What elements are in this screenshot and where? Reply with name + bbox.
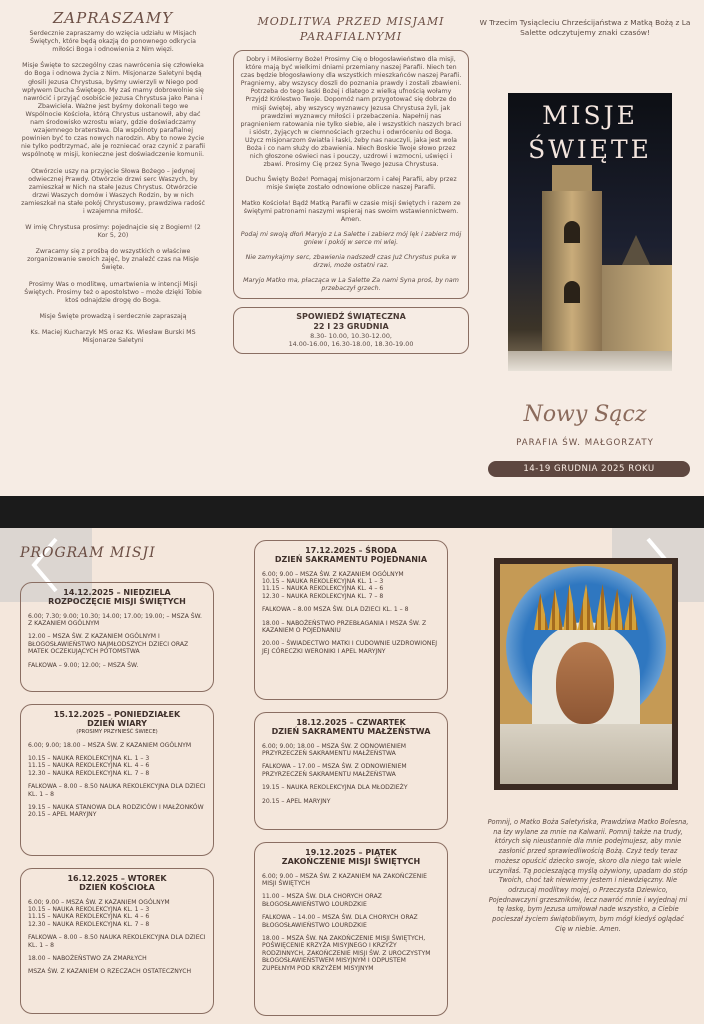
day-date: 19.12.2025 – PIĄTEK [305,848,397,857]
schedule-item: 19.15 – NAUKA REKOLEKCYJNA DLA MŁODZIEŻY [262,784,408,792]
schedule-item: 18.00 – NABOŻEŃSTWO PRZEBŁAGANIA I MSZA ŚW. Z KAZANIEM O POJEDNANIU [262,619,427,635]
confession-title: SPOWIEDŹ ŚWIĄTECZNA [296,312,406,322]
day-card [20,582,214,692]
day-date: 15.12.2025 – PONIEDZIAŁEK [53,710,181,719]
confession-hours: 8.30- 10.00, 10.30-12.00, [310,332,392,341]
prayer-paragraph: Matko Kościoła! Bądź Matką Parafii w czasie misji świętych i razem ze świętymi patronami naszymi wspieraj nas swoim wstawiennictwem. Amen. [241,199,461,223]
day-theme: ZAKOŃCZENIE MISJI ŚWIĘTYCH [281,857,421,867]
cover-tagline: W Trzecim Tysiącleciu Chrześcijaństwa z Matką Bożą z La Salette odczytujemy znaki czasów! [479,18,691,37]
robe [500,724,672,784]
invitation-paragraph: Misje Święte to szczególny czas nawrócenia się człowieka do Boga i odnowa życia z Nim. Misjonarze Saletyni będą głosili Jezusa Chrystusa, byśmy uwierzyli w Niego pod wpływem Ducha Świętego. My zaś mamy dobrowolnie się nawrócić i przyjąć osobiście Jezusa Chrystusa jako Pana i Zbawiciela. Ważne jest byśmy dokonali tego we Wspólnocie Kościoła, którą Chrystus ustanowił, aby dać nam środowisko wzrostu wiary, gdzie doświadczamy wzajemnego braterstwa. Dla wspólnoty parafialnej powinien być to czas nowych narodzin. Aby to nowe życie nie tylko podtrzymać, ale je rozniecać oraz czynić z parafii wspólnotę w misji, konieczne jest doświadczenie komunii. [21,62,205,159]
day-theme: DZIEŃ SAKRAMENTU MAŁŻEŃSTWA [271,727,431,737]
day-date: 18.12.2025 – CZWARTEK [296,718,406,727]
face [556,642,614,724]
day-theme: DZIEŃ WIARY [87,719,147,729]
invitation-paragraph: Prosimy Was o modlitwę, umartwienia w intencji Misji Świętych. Prosimy też o apostolstwo – może dzięki Tobie ktoś odnajdzie drogę do Boga. [24,280,202,304]
schedule-item: 6.00; 9.00 – MSZA ŚW. Z KAZANIEM OGÓLNYM [262,570,404,578]
day-theme: DZIEŃ SAKRAMENTU POJEDNANIA [274,555,428,565]
schedule-item: 12.30 – NAUKA REKOLEKCYJNA KL. 7 – 8 [28,769,150,777]
schedule-item: FALKOWA – 14.00 – MSZA ŚW. DLA CHORYCH ORAZ BŁOGOSŁAWIEŃSTWO LOURDZKIE [262,914,418,929]
schedule-item: 11.15 – NAUKA REKOLEKCYJNA KL. 4 – 6 [28,762,150,770]
schedule-item: 19.15 – NAUKA STANOWA DLA RODZICÓW I MAŁŻONKÓW [28,804,204,812]
schedule-item: 10.15 – NAUKA REKOLEKCYJNA KL. 1 – 3 [28,755,150,762]
schedule-item: 6.00; 9.00 – MSZA ŚW. Z KAZANIEM OGÓLNYM [28,898,170,906]
day-theme: DZIEŃ KOŚCIOŁA [79,883,155,893]
madonna-icon-image [494,558,678,790]
schedule-item: 6.00; 9.00; 18.00 – MSZA ŚW. Z KAZANIEM OGÓLNYM [28,741,192,749]
confession-box [233,307,469,353]
day-date: 17.12.2025 – ŚRODA [305,546,397,555]
schedule-item: FALKOWA – 9.00; 12.00; – MSZA ŚW. [28,661,139,669]
prayer-box [233,50,469,299]
snow-ground [508,351,672,371]
day-card [254,712,448,830]
schedule-item: 20.00 – ŚWIADECTWO MATKI I CUDOWNIE UZDROWIONEJ JEJ CÓRECZKI WERONIKI I APEL MARYJNY [262,640,438,655]
invitation-paragraph: Otwórzcie uszy na przyjęcie Słowa Bożego – jedynej odwiecznej Prawdy. Otwórzcie drzwi serc Waszych, by zamieszkał w Nich na stałe Jezus Chrystus. Otwórzcie drzwi Waszych domów i Waszych Rodzin, by w nich zamieszkał na stałe pokój Chrystusowy, prawdziwa radość i wzajemna miłość. [21,167,205,215]
prayer-column [233,14,469,354]
day-card [20,868,214,1014]
schedule-item: 11.00 – MSZA ŚW. DLA CHORYCH ORAZ BŁOGOSŁAWIEŃSTWO LOURDZKIE [262,893,382,908]
day-card [20,704,214,856]
song-verse: Maryjo Matko ma, płacząca w La Salette Za nami Syna proś, by nam przebaczył grzech. [243,277,459,293]
schedule-item: 20.15 – APEL MARYJNY [28,811,97,819]
schedule-item: 10.15 – NAUKA REKOLEKCYJNA KL. 1 – 3 [262,578,384,585]
day-date: 16.12.2025 – WTOREK [67,874,167,883]
schedule-item: 12.30 – NAUKA REKOLEKCYJNA KL. 7 – 8 [28,920,150,928]
schedule-item: 18.00 – NABOŻEŃSTWO ZA ZMARŁYCH [28,955,147,963]
prayer-paragraph: Dobry i Miłosierny Boże! Prosimy Cię o błogosławieństwo dla misji, które mają być wielkimi dniami przemiany naszej Parafii. Niech ten czas będzie błogosławiony dla wszystkich mieszkańców naszej Parafii. Pragniemy, aby wszyscy doszli do poznania prawdy i zostali zbawieni. Potrzeba do tego łaski Bożej i dlatego z wielką ufnością wołamy Przyjdź Królestwo Twoje. Dopomóż nam przygotować się dobrze do misji świętej, aby wszyscy wyznawcy Jezusa Chrystusa żyli, jak prawdziwi wyznawcy miłości i przebaczenia. Napełnij nas pragnieniem ratowania nie tylko siebie, ale i wszystkich naszych braci i sióstr, żyjących w ciemnościach grzechu i odwróceniu od Boga. Użycz misjonarzom światła i łaski, żeby nas nauczyli, jaka jest wola Boża i co nam służy do zbawienia. Niech Boskie Twoje słowo przez nich głoszone oświeci nas i pouczy, uzdrowi i wzmocni, uświęci i zbawi. Prosimy Cię przez Syna Twego Jezusa Chrystusa. [240,56,462,169]
invitation-paragraph: Serdecznie zapraszamy do wzięcia udziału w Misjach Świętych, które będą okazją do ponownego odkrycia miłości Boga i odnowienia z Nim więzi. [29,30,197,54]
day-card [254,842,448,1016]
church-tower [542,191,602,371]
prayer-paragraph: Duchu Święty Boże! Pomagaj misjonarzom i całej Parafii, aby przez misje święte zostało odnowione oblicze naszej Parafii. [245,176,457,192]
song-verse: Nie zamykajmy serc, zbawienia nadszedł czas Już Chrystus puka w drzwi, może ostatni raz. [245,253,457,270]
schedule-item: FALKOWA – 8.00 – 8.50 NAUKA REKOLEKCYJNA DLA DZIECI KL. 1 – 8 [28,934,206,949]
schedule-item: MSZA ŚW. Z KAZANIEM O RZECZACH OSTATECZNYCH [28,968,192,976]
cover-column [476,18,694,38]
schedule-item: 18.00 – MSZA ŚW. NA ZAKOŃCZENIE MISJI ŚWIĘTYCH, POŚWIĘCENIE KRZYŻA MISYJNEGO I KRZYŻY RODZINNYCH, ZAKOŃCZENIE MISJI ŚW. Z UROCZYSTYM BŁOGOSŁAWIEŃSTWEM MISYJNYM I ODPUSTEM ZUPEŁNYM POD KRZYŻEM MISYJNYM [262,935,431,972]
schedule-item: 11.15 – NAUKA REKOLEKCYJNA KL. 4 – 6 [28,913,150,921]
schedule-item: 12.00 – MSZA ŚW. Z KAZANIEM OGÓLNYM I BŁOGOSŁAWIEŃSTWO NAJMŁODSZYCH DZIECI ORAZ MATEK OCZEKUJĄCYCH POTOMSTWA [28,633,189,656]
schedule-item: 6.00; 9.00; 18.00 – MSZA ŚW. Z ODNOWIENIEM PRZYRZECZEŃ SAKRAMENTU MAŁŻEŃSTWA [262,742,407,757]
schedule-item: 6.00; 9.00 – MSZA ŚW. Z KAZANIEM NA ZAKOŃCZENIE MISJI ŚWIĘTYCH [262,872,427,887]
schedule-item: 10.15 – NAUKA REKOLEKCYJNA KL. 1 – 3 [28,906,150,913]
prayer-title: MODLITWA PRZED MISJAMI PARAFIALNYMI [257,15,445,43]
program-title: PROGRAM MISJI [20,545,156,561]
confession-dates: 22 I 23 GRUDNIA [313,322,389,332]
confession-hours: 14.00-16.00, 16.30-18.00, 18.30-19.00 [288,340,414,349]
day-note: (PROSIMY PRZYNIEŚĆ ŚWIECE) [76,728,158,735]
schedule-item: 20.15 – APEL MARYJNY [262,797,331,805]
day-card [254,540,448,700]
schedule-item: FALKOWA – 17.00 – MSZA ŚW. Z ODNOWIENIEM PRZYRZECZEŃ SAKRAMENTU MAŁŻEŃSTWA [262,763,407,778]
separator-band [0,496,704,528]
schedule-item: 6.00; 7.30; 9.00; 10.30; 14.00; 17.00; 19.00; – MSZA ŚW. Z KAZANIEM OGÓLNYM [28,612,202,627]
invitation-paragraph: W imię Chrystusa prosimy: pojednajcie się z Bogiem! (2 Kor 5, 20) [25,224,201,240]
mission-dates-badge: 14-19 GRUDNIA 2025 ROKU [488,461,690,477]
signature-block: Ks. Maciej Kucharzyk MS oraz Ks. Wiesław Burski MS Misjonarze Saletyni [30,328,196,344]
invitation-column [20,9,206,353]
day-date: 14.12.2025 – NIEDZIELA [63,588,171,597]
invitation-paragraph: Misje Święte prowadzą i serdecznie zapraszają [39,312,187,320]
city-name: Nowy Sącz [523,402,647,427]
invitation-title: ZAPRASZAMY [52,9,174,27]
song-verse: Podaj mi swoją dłoń Maryjo z La Salette i zabierz mój lęk i zabierz mój gniew i pokój w serce mi wlej. [240,230,462,246]
day-theme: ROZPOCZĘCIE MISJI ŚWIĘTYCH [48,597,186,607]
schedule-item: 11.15 – NAUKA REKOLEKCYJNA KL. 4 – 6 [262,585,384,593]
invitation-paragraph: Zwracamy się z prośbą do wszystkich o właściwe zorganizowanie swoich zajęć, by znaleźć czas na Misje Święte. [27,248,199,272]
closing-prayer: Pomnij, o Matko Boża Saletyńska, Prawdziwa Matko Bolesna, na łzy wylane za mnie na Kalwarii. Pomnij także na trudy, których się nieustannie dla mnie podejmujesz, aby mnie zasłonić przed sprawiedliwością Bożą. Czyż tedy teraz możesz opuścić dziecko swoje, skoro dla niego tak wiele uczyniłaś. Tą pocieszającą myślą ożywiony, upadam do stóp Twoich, choć tak niewierny jestem i niewdzięczny. Nie odrzucaj modlitwy mojej, o Przeczysta Dziewico, Pojednawczyni grzeszników, lecz nawróć mnie i wyjednaj mi tę łaskę, bym Jezusa umiłował nade wszystko, a Ciebie pocieszał życiem świątobliwym, bym mógł kiedyś oglądać Cię w niebie. Amen. [487,818,689,933]
poster-title-line2: ŚWIĘTE [528,135,652,164]
schedule-item: FALKOWA – 8.00 MSZA ŚW. DLA DZIECI KL. 1 – 8 [262,606,409,614]
schedule-item: FALKOWA – 8.00 – 8.50 NAUKA REKOLEKCYJNA DLA DZIECI KL. 1 – 8 [28,783,206,798]
cover-photo [508,93,672,371]
schedule-item: 12.30 – NAUKA REKOLEKCYJNA KL. 7 – 8 [262,592,384,600]
poster-title-line1: MISJE [542,101,638,130]
parish-name: PARAFIA ŚW. MAŁGORZATY [516,438,654,448]
